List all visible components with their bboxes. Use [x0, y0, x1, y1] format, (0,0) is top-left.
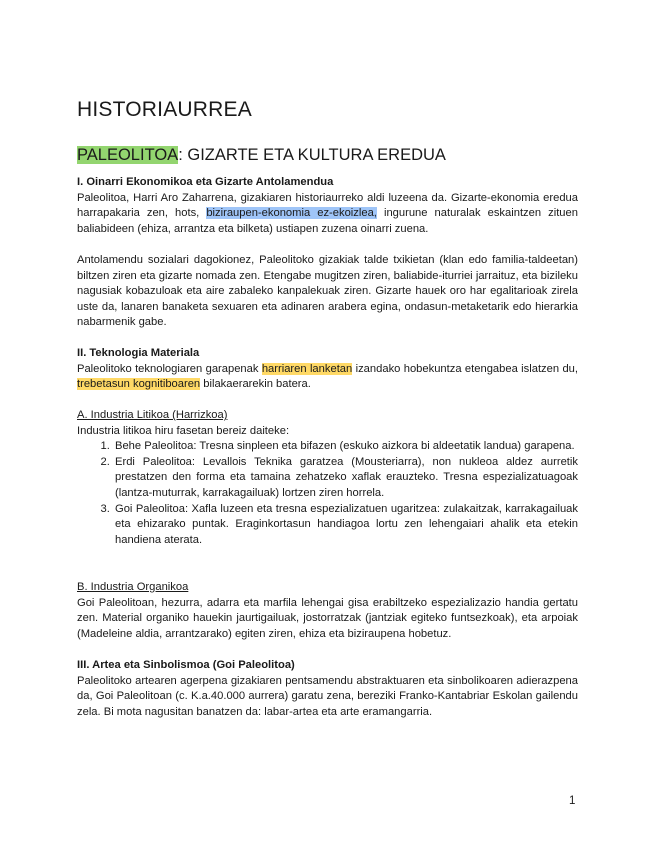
list-item: 3. Goi Paleolitoa: Xafla luzeen eta tresna espezializatuen ugaritzea: zulakaitzak, karrakagailuak eta ehizarako puntak. Eraginkortasun handiagoa lortu zen lehengaiari ahalik eta etekin handiena aterata.	[113, 502, 578, 549]
section-subtitle	[77, 146, 446, 165]
lithic-phases-list	[77, 439, 578, 548]
subsection-lithic	[77, 408, 578, 548]
paragraph-technology	[77, 362, 578, 393]
page-title: HISTORIAURREA	[77, 98, 252, 121]
section-economy	[77, 175, 578, 237]
text-run: bilakaerarekin batera.	[200, 378, 311, 391]
section-heading-technology: II. Teknologia Materiala	[77, 347, 200, 359]
section-heading-art: III. Artea eta Sinbolismoa (Goi Paleolitoa)	[77, 659, 295, 671]
paragraph-organic: Goi Paleolitoan, hezurra, adarra eta marfila lehengai gisa erabiltzeko espezializazio handia gertatu zen. Material organiko hauekin jaurtigailuak, jostorratzak (jantziak egiteko funtsezkoak), eta arpoiak (Madeleine aldia, arrantzarako) egiten ziren, ehiza eta biziraupena hobetuz.	[77, 596, 578, 640]
subsection-organic	[77, 580, 578, 642]
section-technology	[77, 346, 578, 393]
subsection-heading-organic: B. Industria Organikoa	[77, 581, 189, 593]
section-social	[77, 253, 578, 331]
text-run: Paleolitoko teknologiaren garapenak	[77, 362, 262, 375]
paragraph-art: Paleolitoko artearen agerpena gizakiaren pentsamendu abstraktuaren eta sinbolikoaren adierazpena da, Goi Paleolitoan (c. K.a.40.000 aurrera) garatu zena, bereziki Franko-Kantabriar Eskolan gailendu zela. Bi mota nagusitan banatzen da: labar-artea eta arte eramangarria.	[77, 674, 578, 718]
highlight-yellow: trebetasun kognitiboaren	[77, 378, 201, 391]
list-item: 1. Behe Paleolitoa: Tresna sinpleen eta bifazen (eskuko aizkora bi aldeetatik landua) garapena.	[113, 439, 578, 455]
text-run: Paleolitoa, Harri Aro Zaharrena, gizakiaren historiaurreko aldi luzeena da. Gizarte-ekonomia eredua harrapakaria zen, hots,	[77, 191, 578, 220]
section-heading-economy: I. Oinarri Ekonomikoa eta Gizarte Antolamendua	[77, 176, 334, 188]
page-number: 1	[569, 795, 576, 807]
subtitle-rest: : GIZARTE ETA KULTURA EREDUA	[178, 146, 446, 164]
paragraph-social: Antolamendu sozialari dagokionez, Paleolitoko gizakiak talde txikietan (klan edo familia-taldeetan) biltzen ziren eta gizarte nomada zen. Etengabe mugitzen ziren, baliabide-iturriei jarraituz, eta bizileku nagusiak kobazuloak eta aire zabaleko kanpalekuak ziren. Gizarte hauek oro har egalitarioak zirela uste da, lanaren banaketa sexuaren eta adinaren arabera egina, ondasun-metaketarik edo hierarkia nabarmenik gabe.	[77, 254, 578, 329]
section-art	[77, 658, 578, 720]
subsection-heading-lithic: A. Industria Litikoa (Harrizkoa)	[77, 409, 228, 421]
paragraph-economy	[77, 191, 578, 238]
subtitle-highlight: PALEOLITOA	[77, 146, 179, 164]
list-item: 2. Erdi Paleolitoa: Levallois Teknika garatzea (Mousteriarra), non nukleoa aldez aurretik prestatzen den forma eta tamaina zehatzeko xaflak erauzteko. Tresna espezializatuagoak (lantza-muturrak, karrakagailuak) lortzen ziren horrela.	[113, 455, 578, 502]
text-run: izandako hobekuntza etengabea islatzen du,	[352, 362, 578, 375]
text-run: ingurune naturalak eskaintzen zituen baliabideen (ehiza, arrantza eta bilketa) ustiapen zuzena oinarri zuena.	[77, 207, 578, 235]
highlight-blue: biziraupen-ekonomia ez-ekoizlea,	[206, 207, 377, 220]
highlight-yellow: harriaren lanketan	[261, 362, 353, 375]
lithic-intro: Industria litikoa hiru fasetan bereiz daiteke:	[77, 424, 290, 437]
